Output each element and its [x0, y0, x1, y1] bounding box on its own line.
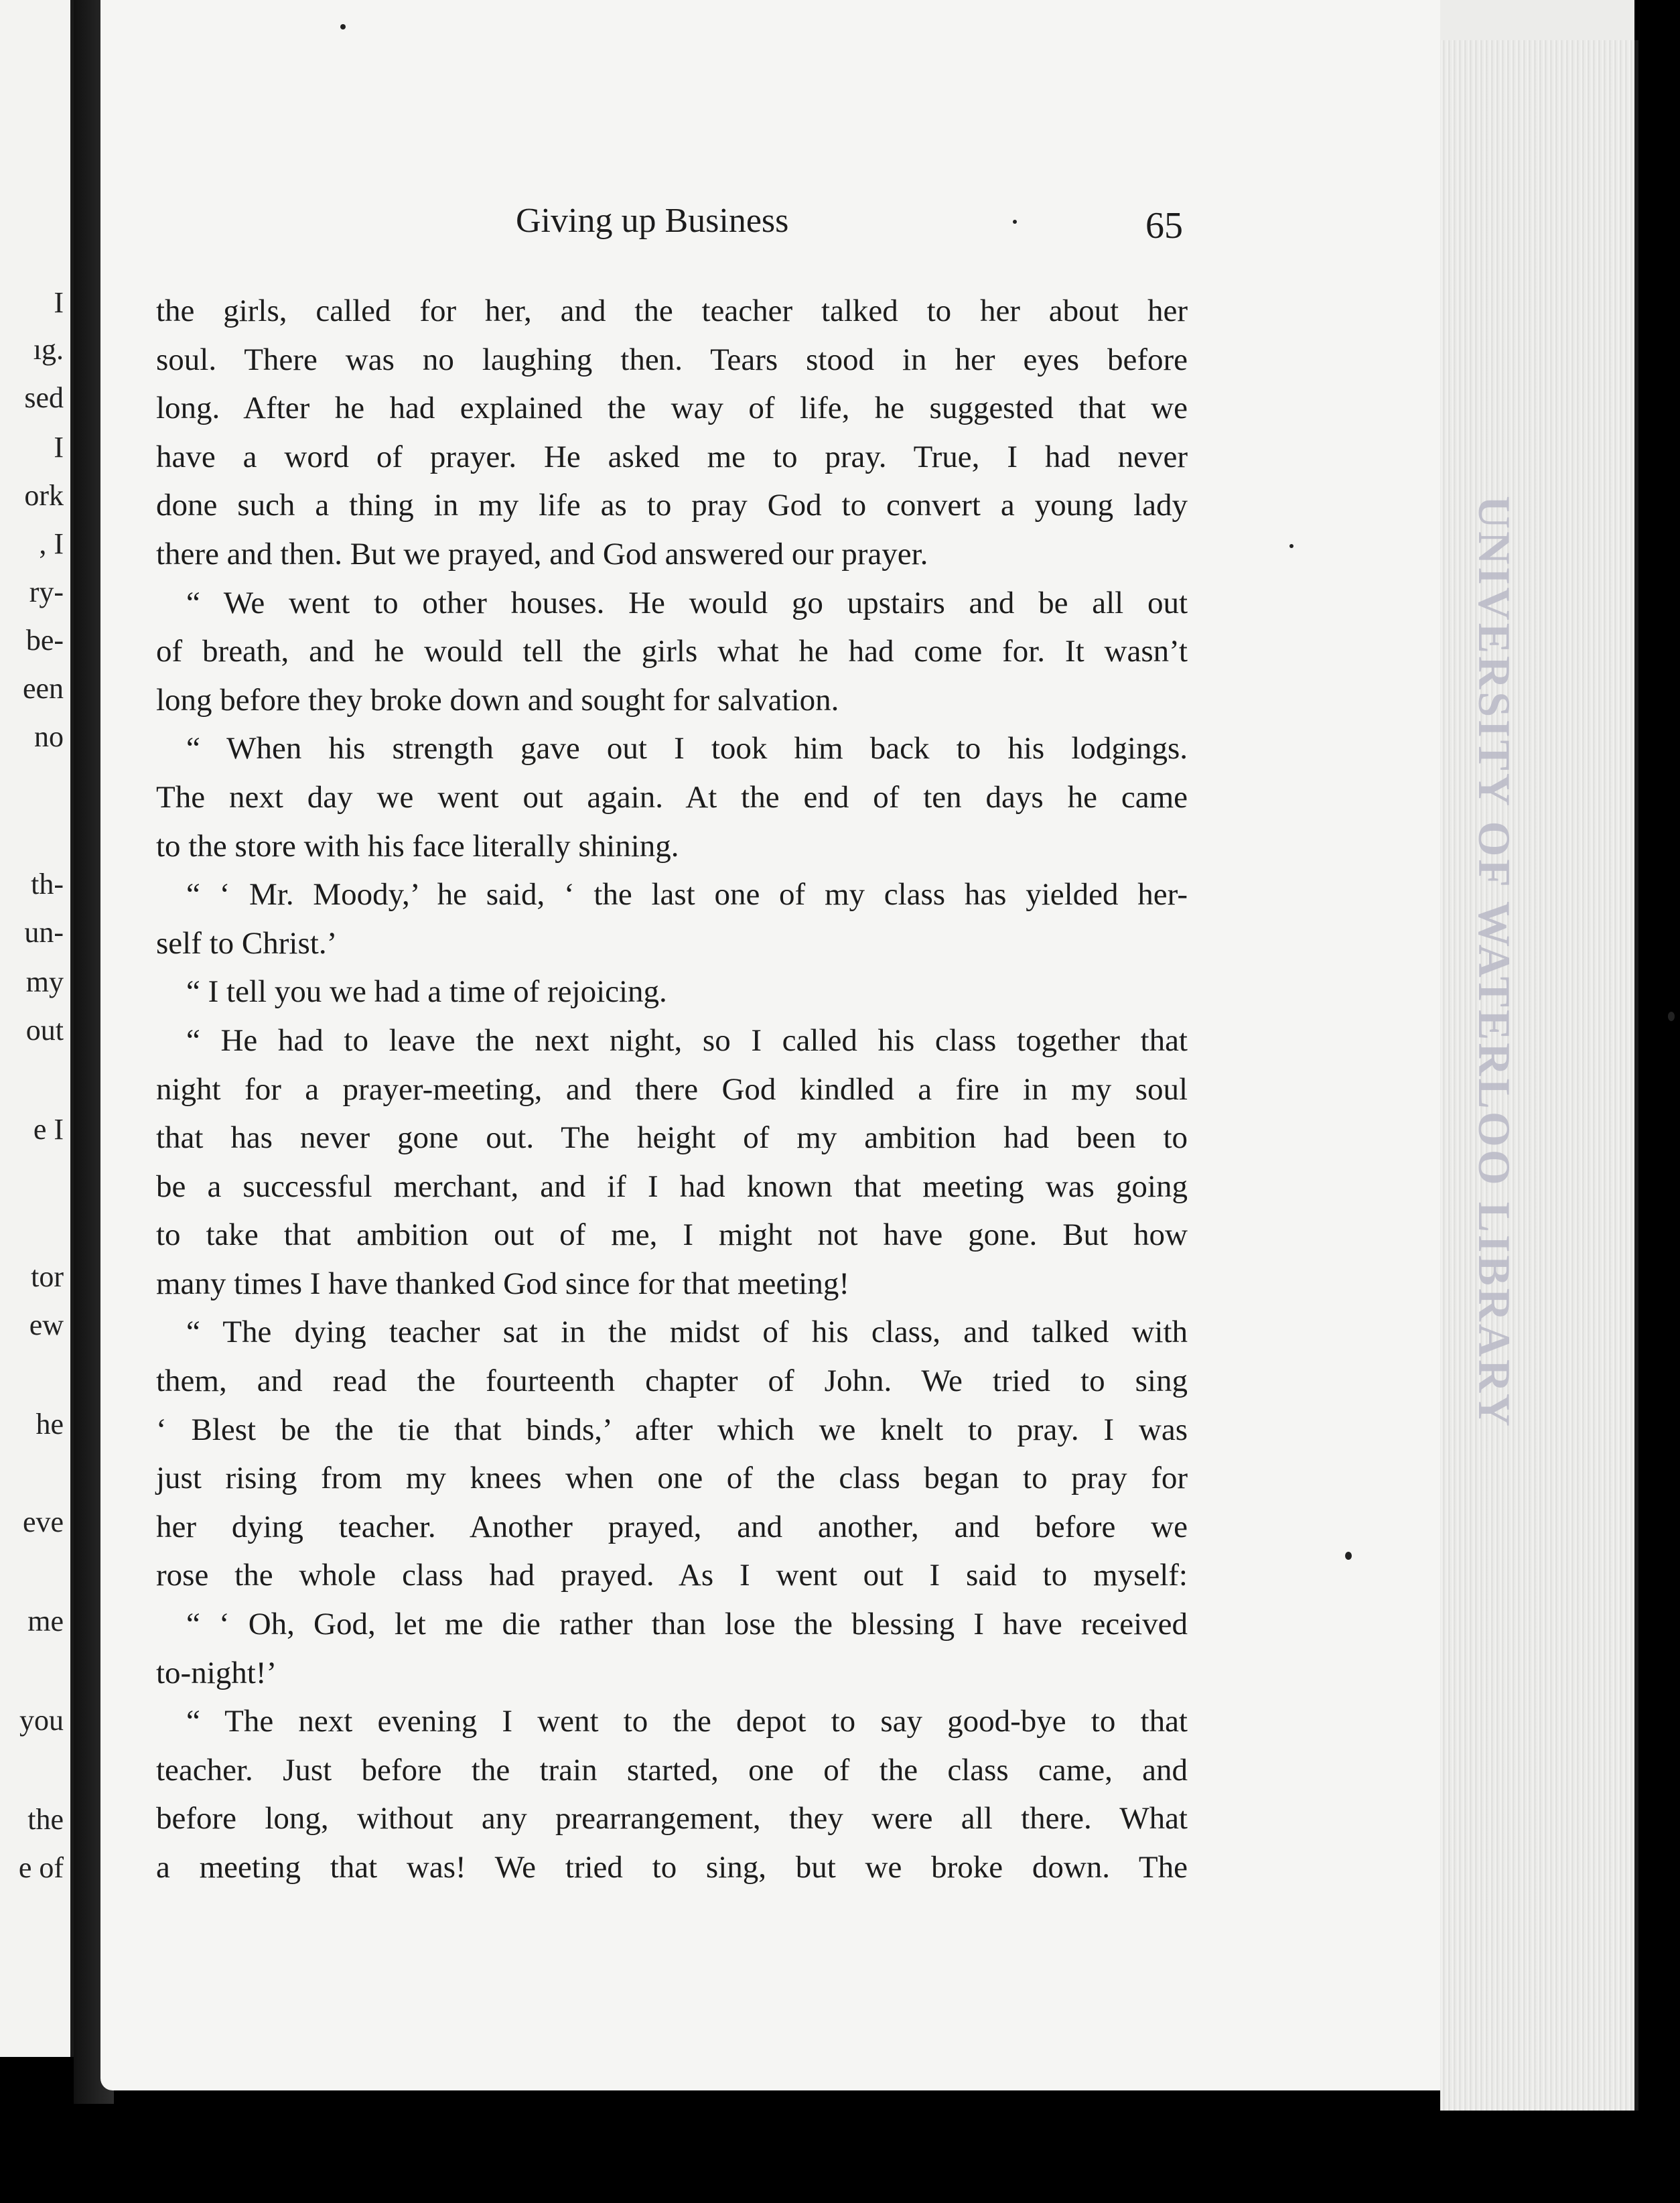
text-line: ‘ Blest be the tie that binds,’ after which we knelt to pray. I was	[156, 1412, 1188, 1447]
page-stack-top	[1440, 0, 1634, 40]
text-line: many times I have thanked God since for that meeting!	[156, 1266, 849, 1301]
text-line: be a successful merchant, and if I had known that meeting was going	[156, 1169, 1188, 1204]
left-page-fragment: th-	[31, 868, 64, 900]
text-line: a meeting that was! We tried to sing, but we broke down. The	[156, 1850, 1188, 1885]
text-line: to take that ambition out of me, I might not have gone. But how	[156, 1217, 1188, 1253]
left-page-fragment: my	[25, 965, 64, 998]
left-page-fragment: ew	[29, 1309, 64, 1341]
text-line: long. After he had explained the way of life, he suggested that we	[156, 391, 1188, 426]
left-page-edge	[0, 0, 77, 2057]
text-line: “ We went to other houses. He would go upstairs and be all out	[186, 585, 1188, 620]
text-line: “ When his strength gave out I took him back to his lodgings.	[186, 731, 1188, 766]
text-line: “ ‘ Mr. Moody,’ he said, ‘ the last one of my class has yielded her-	[186, 877, 1188, 913]
left-page-fragment: een	[22, 672, 64, 705]
left-page-fragment: un-	[24, 916, 64, 949]
scan-speck	[1289, 544, 1293, 548]
left-page-fragment: sed	[24, 381, 64, 414]
running-head: Giving up Business	[516, 202, 789, 240]
text-line: just rising from my knees when one of the class began to pray for	[156, 1461, 1188, 1496]
left-page-fragment: he	[36, 1408, 64, 1441]
text-line: The next day we went out again. At the end of ten days he came	[156, 779, 1188, 815]
left-page-fragment: ry-	[29, 576, 64, 608]
text-line: her dying teacher. Another prayed, and another, and before we	[156, 1509, 1188, 1544]
text-line: “ ‘ Oh, God, let me die rather than lose the blessing I have received	[186, 1607, 1188, 1642]
body-text	[156, 287, 1188, 1892]
left-page-fragment: no	[34, 720, 64, 753]
left-page-fragment: me	[27, 1605, 64, 1638]
left-page-fragment: the	[27, 1803, 64, 1836]
text-line: there and then. But we prayed, and God answered our prayer.	[156, 536, 928, 572]
left-page-fragment: , I	[39, 527, 64, 560]
left-page-fragment: I	[54, 286, 64, 319]
left-page-fragment: e I	[33, 1113, 64, 1146]
left-page-fragment: ork	[24, 479, 64, 512]
text-line: them, and read the fourteenth chapter of John. We tried to sing	[156, 1363, 1188, 1399]
text-line: done such a thing in my life as to pray God to convert a young lady	[156, 488, 1188, 523]
text-line: long before they broke down and sought for salvation.	[156, 682, 839, 718]
left-page-fragment: out	[25, 1014, 64, 1047]
left-page-fragment: ıg.	[33, 333, 64, 366]
left-page-fragment: eve	[22, 1506, 64, 1538]
text-line: the girls, called for her, and the teacher talked to her about her	[156, 293, 1188, 328]
text-line: teacher. Just before the train started, one of the class came, and	[156, 1752, 1188, 1788]
text-line: before long, without any prearrangement, they were all there. What	[156, 1801, 1188, 1837]
left-page-fragment: be-	[25, 624, 64, 657]
text-line: that has never gone out. The height of my ambition had been to	[156, 1120, 1188, 1156]
left-page-fragment: tor	[31, 1260, 64, 1293]
scan-speck	[1345, 1552, 1352, 1560]
text-line: to-night!’	[156, 1655, 277, 1690]
scan-speck	[1013, 220, 1017, 224]
text-line: of breath, and he would tell the girls what he had come for. It wasn’t	[156, 634, 1188, 669]
left-page-fragment: e of	[18, 1851, 64, 1884]
left-page-fragment: you	[19, 1704, 64, 1737]
text-line: night for a prayer-meeting, and there God kindled a fire in my soul	[156, 1071, 1188, 1107]
text-line: have a word of prayer. He asked me to pray. True, I had never	[156, 439, 1188, 474]
text-line: “ The next evening I went to the depot to say good-bye to that	[186, 1704, 1188, 1739]
text-line: to the store with his face literally shining.	[156, 828, 679, 864]
text-line: “ He had to leave the next night, so I called his class together that	[186, 1022, 1188, 1058]
left-page-fragment: I	[54, 431, 64, 464]
scan-speck	[1668, 1012, 1675, 1021]
text-line: “ The dying teacher sat in the midst of his class, and talked with	[186, 1315, 1188, 1350]
text-line: soul. There was no laughing then. Tears stood in her eyes before	[156, 342, 1188, 377]
text-line: “ I tell you we had a time of rejoicing.	[186, 974, 667, 1010]
library-stamp: UNIVERSITY OF WATERLOO LIBRARY	[1469, 496, 1520, 1429]
text-line: rose the whole class had prayed. As I went out I said to myself:	[156, 1558, 1188, 1593]
text-line: self to Christ.’	[156, 925, 338, 961]
scan-speck	[340, 24, 346, 29]
page-number: 65	[1145, 205, 1183, 247]
